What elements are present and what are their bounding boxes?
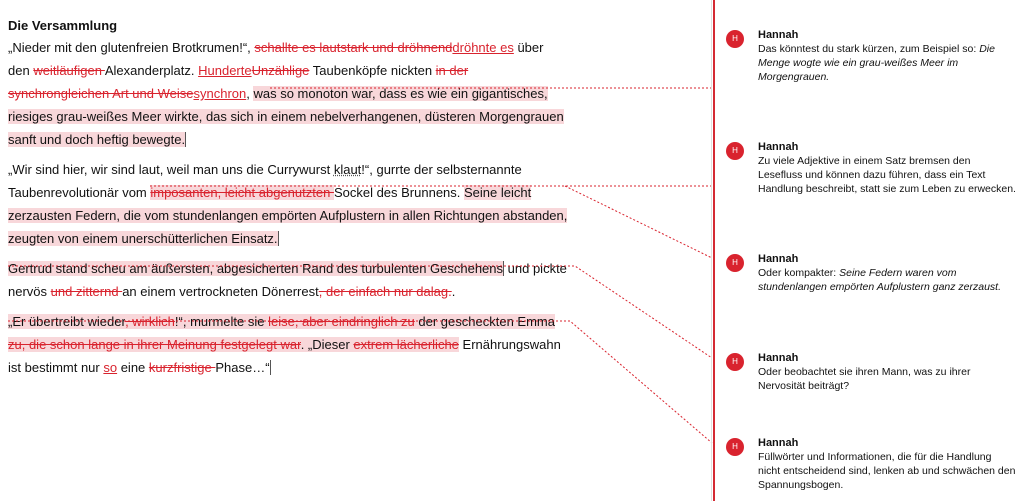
margin-divider	[711, 0, 712, 501]
text: an einem vertrockneten Dönerrest	[122, 284, 319, 299]
text: „Nieder mit den glutenfreien Brotkrumen!“,	[8, 40, 255, 55]
insertion[interactable]: Hunderte	[198, 63, 252, 78]
connector-5	[8, 321, 712, 443]
insertion[interactable]: synchron	[193, 86, 247, 101]
insertion[interactable]: dröhnte es	[452, 40, 514, 55]
deletion[interactable]: schallte es lautstark und dröhnend	[254, 40, 453, 55]
deletion[interactable]: weitläufigen	[33, 63, 105, 78]
comment-text	[758, 42, 1016, 84]
comment-text-italic: Seine Federn waren vom stundenlangen empörten Aufplustern ganz zerzaust.	[758, 267, 1002, 293]
comment-text	[758, 266, 1016, 294]
text: .	[451, 284, 456, 299]
comment-anchor-4[interactable]: Gertrud stand scheu am äußersten, abgesicherten Rand des turbulenten Geschehens	[8, 261, 504, 276]
insertion[interactable]: so	[103, 360, 118, 375]
comment-text-plain: Das könntest du stark kürzen, zum Beispiel so:	[758, 43, 977, 55]
text: Sockel des Brunnens.	[333, 185, 465, 200]
comment-author: Hannah	[758, 352, 799, 364]
comment-text-italic: Die Menge wogte wie ein grau-weißes Meer im Morgengrauen.	[758, 43, 995, 83]
text: Alexanderplatz.	[104, 63, 199, 78]
text: . „Dieser	[300, 337, 354, 352]
text: über den	[8, 40, 544, 78]
deletion[interactable]: zu, die schon lange in ihrer Meinung festgelegt war	[8, 337, 301, 352]
comment-author: Hannah	[758, 437, 799, 449]
avatar: H	[726, 30, 744, 48]
avatar: H	[726, 254, 744, 272]
text: Phase…“	[215, 360, 270, 375]
comment-anchor-1[interactable]: was so monoton war, dass es wie ein gigantisches, riesiges grau-weißes Meer wirkte, das sich in einem nebelverhangenen, düsteren Morgengrauen sanft und doch heftig bewegte.	[8, 86, 564, 147]
text: und pickte nervös	[8, 261, 567, 299]
text: „Wir sind hier, wir sind laut, weil man uns die Currywurst	[8, 162, 334, 177]
connector-4	[8, 266, 712, 358]
comment-anchor-2[interactable]: imposanten, leicht abgenutzten	[150, 185, 334, 200]
avatar: H	[726, 353, 744, 371]
comment-4[interactable]	[726, 351, 1016, 393]
comment-author: Hannah	[758, 29, 799, 41]
comment-text-plain: Oder kompakter:	[758, 267, 837, 279]
deletion[interactable]: kurzfristige	[148, 360, 216, 375]
document-title: Die Versammlung	[8, 18, 118, 33]
text: Ernährungswahn ist bestimmt nur	[8, 337, 561, 375]
deletion[interactable]: extrem lächerliche	[353, 337, 459, 352]
text: der gescheckten Emma	[414, 314, 555, 329]
comment-anchor-5-start[interactable]: „Er übertreibt wieder	[8, 314, 126, 329]
comment-1[interactable]	[726, 28, 1016, 84]
text: eine	[117, 360, 149, 375]
deletion[interactable]: und zitternd	[50, 284, 123, 299]
text: !“, gurrte der selbsternannte Taubenrevolutionär vom	[8, 162, 522, 200]
comment-text: Füllwörter und Informationen, die für die Handlung nicht entscheidend sind, lenken ab und schwächen den Spannungsbogen.	[758, 451, 1016, 491]
comment-text: Oder beobachtet sie ihren Mann, was zu ihrer Nervosität beiträgt?	[758, 366, 971, 392]
comment-author: Hannah	[758, 141, 799, 153]
comment-text: Zu viele Adjektive in einem Satz bremsen den Lesefluss und können dazu führen, dass ein Text Handlung beschreibt, statt sie zum Leben zu erwecken.	[758, 155, 1016, 195]
text: !“, murmelte sie	[174, 314, 269, 329]
flagged-word[interactable]: klaut	[333, 162, 362, 177]
comment-anchor-3[interactable]: Seine leicht zerzausten Federn, die vom stundenlangen empörten Aufplustern in allen Richtungen abstanden, zeugten von einem unerschütterlichen Einsatz.	[8, 185, 568, 246]
comment-2[interactable]	[726, 140, 1016, 196]
deletion[interactable]: Unzählige	[251, 63, 310, 78]
deletion[interactable]: , wirklich	[125, 314, 175, 329]
comment-author: Hannah	[758, 253, 799, 265]
text: ,	[246, 86, 254, 101]
text: Taubenköpfe nickten	[309, 63, 436, 78]
deletion[interactable]: in der synchrongleichen Art und Weise	[8, 63, 469, 101]
deletion[interactable]: , der einfach nur dalag.	[318, 284, 452, 299]
avatar: H	[726, 438, 744, 456]
comment-5[interactable]	[726, 436, 1016, 492]
comment-3[interactable]	[726, 252, 1016, 294]
comment-rail-active	[713, 0, 715, 501]
avatar: H	[726, 142, 744, 160]
deletion[interactable]: leise, aber eindringlich zu	[268, 314, 415, 329]
connector-3	[565, 186, 712, 258]
